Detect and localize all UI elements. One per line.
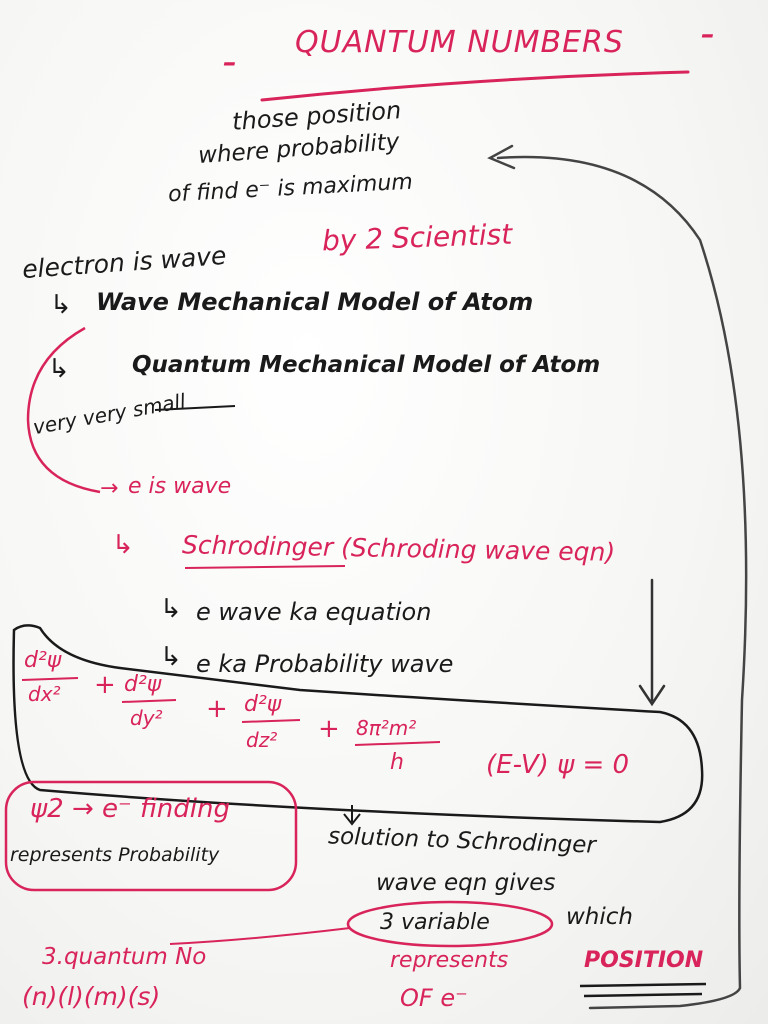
eq-term4-den: h xyxy=(390,750,404,775)
psi-probability: represents Probability xyxy=(10,844,220,866)
eq-term1-num: d²ψ xyxy=(24,648,62,673)
two-scientist-text: by 2 Scientist xyxy=(321,217,513,258)
three-quantum-no: 3.quantum No xyxy=(42,944,207,970)
eq-term2-den: dy² xyxy=(130,706,163,730)
solution-arrow xyxy=(344,805,360,824)
eq-plus-1: + xyxy=(94,670,116,700)
quantum-mechanical-model: Quantum Mechanical Model of Atom xyxy=(132,352,601,378)
model-arrow-2: ↳ xyxy=(48,354,70,384)
model-arrow-1: ↳ xyxy=(50,290,72,320)
which-text: which xyxy=(566,904,634,930)
quantum-number-list: (n)(l)(m)(s) xyxy=(22,982,161,1011)
wave-mechanical-model: Wave Mechanical Model of Atom xyxy=(96,288,534,316)
eq-plus-2: + xyxy=(206,694,228,724)
sub-arrow-2: ↳ xyxy=(160,642,182,672)
three-variable: 3 variable xyxy=(380,910,490,935)
eq-term4-num: 8π²m² xyxy=(356,716,417,740)
orbital-note-line-3: of find e⁻ is maximum xyxy=(167,169,414,208)
eq-plus-3: + xyxy=(318,714,340,744)
schrodinger-underline xyxy=(185,566,345,568)
down-arrow xyxy=(640,580,664,704)
sub-arrow-1: ↳ xyxy=(160,594,182,624)
eq-term3-den: dz² xyxy=(246,728,278,752)
of-e-text: OF e⁻ xyxy=(400,984,468,1012)
title-underline xyxy=(262,72,688,100)
eq-term3-num: d²ψ xyxy=(244,692,282,717)
wave-ka-equation: e wave ka equation xyxy=(196,598,432,626)
eq-tail: (E-V) ψ = 0 xyxy=(486,750,630,780)
electron-wave-text: electron is wave xyxy=(21,240,228,285)
title-dash-right: - xyxy=(700,11,715,57)
variable-link xyxy=(170,928,350,944)
eq-term1-den: dx² xyxy=(28,682,61,706)
orbital-note-line-1: those position xyxy=(231,96,403,136)
represents-text: represents xyxy=(390,948,509,973)
psi-finding: ψ2 → e⁻ finding xyxy=(30,794,230,824)
title-dash-left: - xyxy=(222,39,237,85)
eq-term2-num: d²ψ xyxy=(124,672,162,697)
e-is-wave: e is wave xyxy=(128,474,232,499)
solution-line-1: solution to Schrodinger xyxy=(327,823,597,859)
schrodinger-arrow: ↳ xyxy=(112,530,134,560)
page-title: QUANTUM NUMBERS xyxy=(295,25,624,60)
orbital-note-line-2: where probability xyxy=(197,128,401,170)
solution-line-2: wave eqn gives xyxy=(376,870,556,896)
e-arrow: → xyxy=(100,476,119,501)
very-small-text: very very small xyxy=(31,388,188,440)
position-text: POSITION xyxy=(584,948,704,973)
probability-wave: e ka Probability wave xyxy=(196,650,454,678)
schrodinger-text: Schrodinger (Schroding wave eqn) xyxy=(181,530,616,567)
